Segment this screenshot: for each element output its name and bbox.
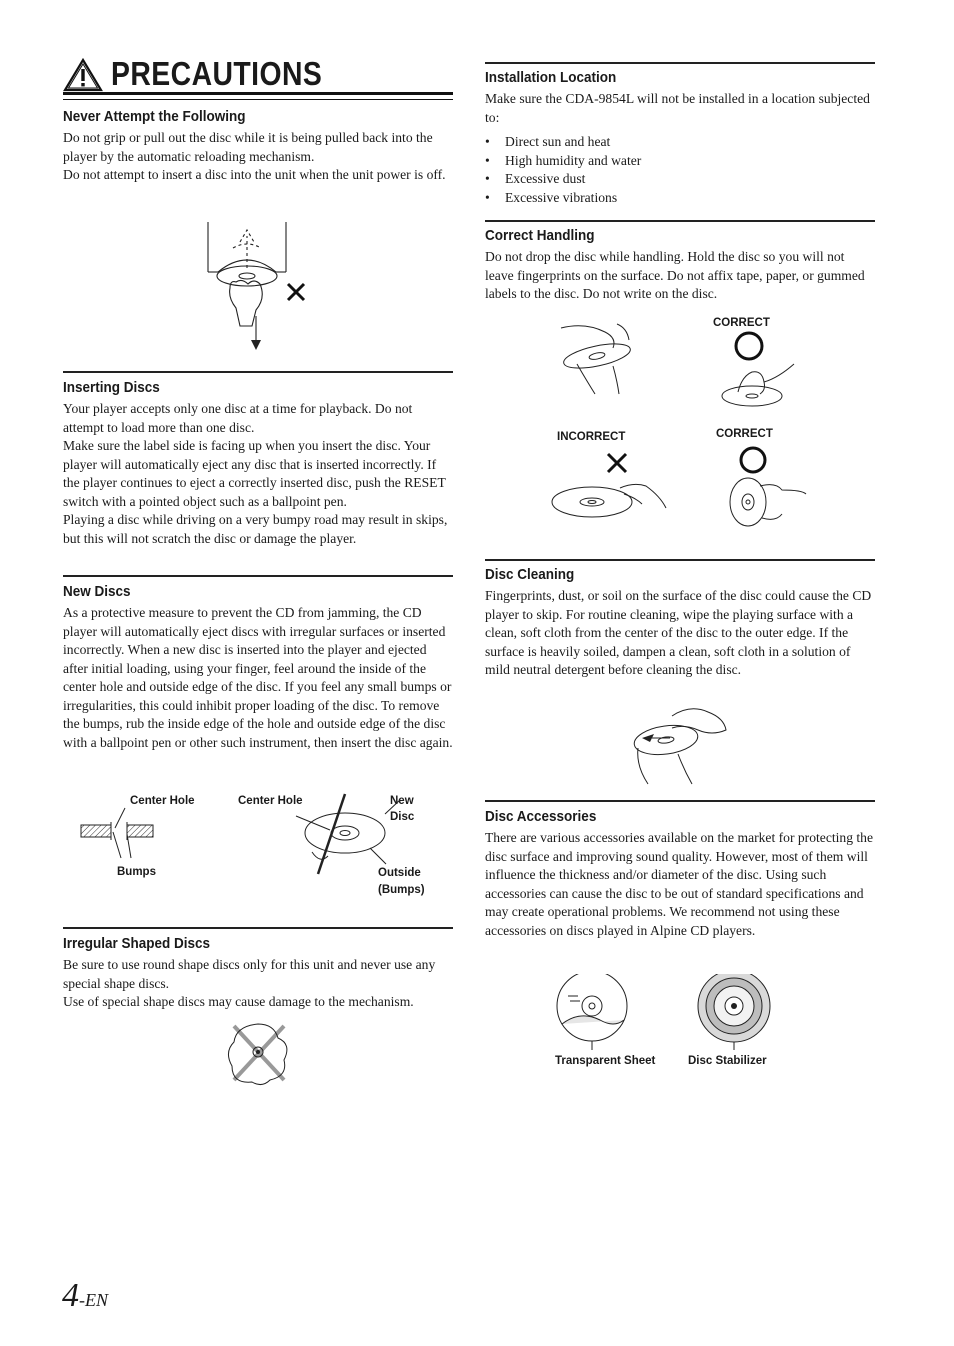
- section-inserting-discs: [63, 371, 453, 548]
- paragraph: Use of special shape discs may cause damage to the mechanism.: [63, 994, 414, 1009]
- label-disc-stabilizer: Disc Stabilizer: [688, 1055, 767, 1067]
- paragraph: There are various accessories available on the market for protecting the disc surface and improving sound quality. However, most of them will influence the thickness and/or diameter of the disc. Using such accessories can cause the disc to be out of standard specifications and may create operational problems. We recommend not using these accessories on discs played in Alpine CD players.: [485, 830, 873, 938]
- paragraph: Do not drop the disc while handling. Hold the disc so you will not leave fingerprints on the surface. Do not affix tape, paper, or gummed labels to the disc. Do not write on the disc.: [485, 249, 865, 301]
- section-installation-location: [485, 62, 875, 207]
- disc-pull-illustration: [200, 218, 315, 353]
- page-number-suffix: -EN: [79, 1290, 108, 1310]
- page-number-digit: 4: [62, 1277, 79, 1314]
- section-never-attempt: [63, 108, 453, 185]
- section-heading: Never Attempt the Following: [63, 108, 246, 125]
- paragraph: Fingerprints, dust, or soil on the surface of the disc could cause the CD player to skip. For routine cleaning, wipe the playing surface with a clean, soft cloth from the center of the disc to the outer edge. If the surface is heavily soiled, dampen a clean, soft cloth in a solution of mild neutral detergent before cleaning the disc.: [485, 588, 872, 677]
- label-incorrect: INCORRECT: [557, 431, 626, 443]
- section-irregular-discs: [63, 927, 453, 1012]
- correct-edge-holding-illustration: [722, 444, 812, 530]
- section-heading: Irregular Shaped Discs: [63, 935, 211, 952]
- paragraph: Do not attempt to insert a disc into the unit when the unit power is off.: [63, 167, 446, 182]
- paragraph: Do not grip or pull out the disc while it is being pulled back into the player by the automatic reloading mechanism.: [63, 130, 433, 164]
- section-rule: [485, 559, 875, 561]
- title-rule-thin: [63, 99, 453, 100]
- list-item: • Excessive dust: [485, 170, 875, 189]
- label-center-hole: Center Hole: [130, 795, 195, 807]
- label-correct: CORRECT: [716, 428, 773, 440]
- disc-cross-section-illustration: [75, 800, 185, 864]
- section-rule: [485, 800, 875, 802]
- list-item: • High humidity and water: [485, 152, 875, 171]
- disc-cleaning-illustration: [628, 700, 728, 786]
- paragraph: Make sure the label side is facing up when you insert the disc. Your player will automatically eject any disc that is inserted incorrectly. If the player continues to eject a correctly inserted disc, push the RESET switch with a pointed object such as a ballpoint pen.: [63, 438, 446, 509]
- label-bumps: Bumps: [117, 866, 156, 878]
- paragraph: As a protective measure to prevent the CD from jamming, the CD player will automatically eject discs with irregular surfaces or inserted incorrectly. When a new disc is inserted into the player and ejected after initial loading, using your finger, feel around the inside of the center hole and outside edge of the disc. If you feel any small bumps or irregularities, this could inhibit proper loading of the disc. To remove the bumps, rub the inside edge of the hole and outside edge of the disc with a ballpoint pen or other such instrument, then insert the disc again.: [63, 605, 453, 750]
- section-heading: Disc Accessories: [485, 808, 597, 825]
- section-disc-accessories: [485, 800, 875, 940]
- irregular-disc-illustration: [222, 1020, 294, 1088]
- list-item: • Direct sun and heat: [485, 133, 875, 152]
- section-heading: Disc Cleaning: [485, 566, 575, 583]
- section-new-discs: [63, 575, 453, 752]
- section-heading: Installation Location: [485, 69, 617, 86]
- cross-mark-icon: [608, 454, 626, 472]
- cross-mark-icon: [288, 284, 304, 300]
- list-item: • Excessive vibrations: [485, 189, 875, 208]
- label-new-disc: New Disc: [390, 795, 415, 823]
- label-transparent-sheet: Transparent Sheet: [555, 1055, 656, 1067]
- label-correct: CORRECT: [713, 317, 770, 329]
- new-disc-illustration: [290, 790, 410, 880]
- section-rule: [485, 62, 875, 64]
- correct-holding-illustration: [718, 330, 798, 412]
- section-correct-handling: [485, 220, 875, 304]
- transparent-sheet-illustration: [550, 974, 634, 1050]
- section-heading: Correct Handling: [485, 227, 595, 244]
- incorrect-holding-illustration: [550, 448, 670, 524]
- label-center-hole: Center Hole: [238, 795, 303, 807]
- page-number: [62, 1277, 108, 1315]
- section-rule: [63, 575, 453, 577]
- section-disc-cleaning: [485, 559, 875, 680]
- paragraph: Be sure to use round shape discs only for this unit and never use any special shape discs.: [63, 957, 436, 991]
- correct-circle-icon: [741, 448, 765, 472]
- paragraph: Your player accepts only one disc at a time for playback. Do not attempt to load more than one disc.: [63, 401, 413, 435]
- section-rule: [485, 220, 875, 222]
- label-outside-bumps: (Bumps): [378, 884, 425, 896]
- section-rule: [63, 927, 453, 929]
- hands-holding-disc-illustration: [555, 318, 640, 396]
- title-rule: [63, 92, 453, 95]
- bullet-list: [485, 133, 875, 207]
- page-title-block: [63, 54, 453, 98]
- paragraph: Make sure the CDA-9854L will not be installed in a location subjected to:: [485, 91, 870, 125]
- section-heading: Inserting Discs: [63, 379, 160, 396]
- disc-stabilizer-illustration: [694, 974, 774, 1050]
- correct-circle-icon: [736, 333, 762, 359]
- paragraph: Playing a disc while driving on a very bumpy road may result in skips, but this will not scratch the disc or damage the player.: [63, 512, 448, 546]
- section-rule: [63, 371, 453, 373]
- warning-triangle-icon: [63, 58, 103, 92]
- section-heading: New Discs: [63, 583, 131, 600]
- label-outside: Outside: [378, 867, 421, 879]
- page-title: PRECAUTIONS: [111, 55, 323, 92]
